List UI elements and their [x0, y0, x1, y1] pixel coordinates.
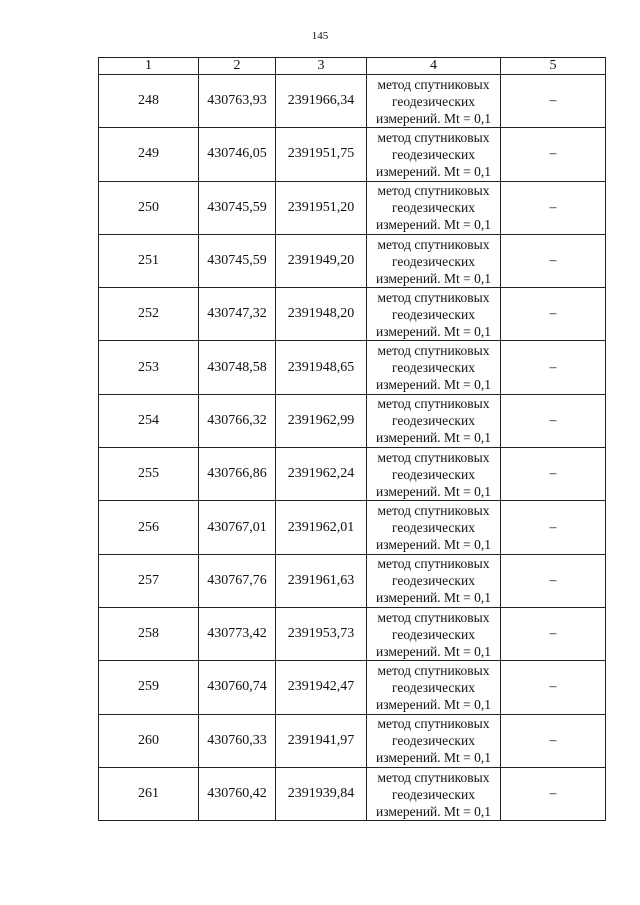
y-coordinate-cell: 2391962,01	[276, 501, 367, 554]
method-line-2: геодезических	[392, 733, 475, 749]
point-number-cell: 254	[99, 394, 199, 447]
column-header-1: 1	[99, 58, 199, 75]
col5-cell: –	[501, 767, 606, 820]
x-coordinate-cell: 430767,01	[199, 501, 276, 554]
method-line-1: метод спутниковых	[377, 396, 490, 412]
point-number-cell: 251	[99, 234, 199, 287]
table-row	[99, 181, 606, 234]
x-coordinate-cell: 430745,59	[199, 181, 276, 234]
method-line-2: геодезических	[392, 200, 475, 216]
method-line-1: метод спутниковых	[377, 556, 490, 572]
method-line-1: метод спутниковых	[377, 129, 490, 145]
method-cell	[367, 75, 501, 128]
point-number-cell: 248	[99, 75, 199, 128]
point-number-cell: 252	[99, 288, 199, 341]
x-coordinate-cell: 430767,76	[199, 554, 276, 607]
col5-cell: –	[501, 288, 606, 341]
method-line-2: геодезических	[392, 306, 475, 322]
y-coordinate-cell: 2391961,63	[276, 554, 367, 607]
col5-cell: –	[501, 75, 606, 128]
col5-cell: –	[501, 448, 606, 501]
method-line-3: измерений. Mt = 0,1	[375, 430, 492, 446]
x-coordinate-cell: 430747,32	[199, 288, 276, 341]
point-number-cell: 257	[99, 554, 199, 607]
header-row	[99, 58, 606, 75]
method-line-3: измерений. Mt = 0,1	[375, 643, 492, 659]
col5-cell: –	[501, 394, 606, 447]
method-line-3: измерений. Mt = 0,1	[375, 483, 492, 499]
method-line-1: метод спутниковых	[377, 289, 490, 305]
x-coordinate-cell: 430748,58	[199, 341, 276, 394]
y-coordinate-cell: 2391951,75	[276, 128, 367, 181]
table-row	[99, 554, 606, 607]
table-row	[99, 234, 606, 287]
column-header-2: 2	[199, 58, 276, 75]
x-coordinate-cell: 430745,59	[199, 234, 276, 287]
x-coordinate-cell: 430760,42	[199, 767, 276, 820]
table-row	[99, 75, 606, 128]
method-cell	[367, 714, 501, 767]
y-coordinate-cell: 2391949,20	[276, 234, 367, 287]
method-cell	[367, 661, 501, 714]
method-line-3: измерений. Mt = 0,1	[375, 803, 492, 819]
point-number-cell: 249	[99, 128, 199, 181]
table-row	[99, 767, 606, 820]
point-number-cell: 250	[99, 181, 199, 234]
col5-cell: –	[501, 714, 606, 767]
method-cell	[367, 394, 501, 447]
method-line-1: метод спутниковых	[377, 236, 490, 252]
y-coordinate-cell: 2391939,84	[276, 767, 367, 820]
x-coordinate-cell: 430766,32	[199, 394, 276, 447]
point-number-cell: 255	[99, 448, 199, 501]
method-line-2: геодезических	[392, 626, 475, 642]
method-line-1: метод спутниковых	[377, 503, 490, 519]
y-coordinate-cell: 2391951,20	[276, 181, 367, 234]
method-cell	[367, 128, 501, 181]
y-coordinate-cell: 2391941,97	[276, 714, 367, 767]
method-line-3: измерений. Mt = 0,1	[375, 163, 492, 179]
y-coordinate-cell: 2391966,34	[276, 75, 367, 128]
method-line-3: измерений. Mt = 0,1	[375, 217, 492, 233]
coordinates-table	[98, 57, 606, 821]
method-cell	[367, 181, 501, 234]
method-line-1: метод спутниковых	[377, 183, 490, 199]
page-number: 145	[311, 30, 329, 42]
method-cell	[367, 288, 501, 341]
point-number-cell: 260	[99, 714, 199, 767]
point-number-cell: 258	[99, 607, 199, 660]
y-coordinate-cell: 2391962,99	[276, 394, 367, 447]
method-line-2: геодезических	[392, 466, 475, 482]
method-line-3: измерений. Mt = 0,1	[375, 590, 492, 606]
col5-cell: –	[501, 554, 606, 607]
table-row	[99, 394, 606, 447]
col5-cell: –	[501, 234, 606, 287]
method-cell	[367, 607, 501, 660]
col5-cell: –	[501, 181, 606, 234]
table-row	[99, 501, 606, 554]
method-line-2: геодезических	[392, 253, 475, 269]
x-coordinate-cell: 430766,86	[199, 448, 276, 501]
method-cell	[367, 448, 501, 501]
y-coordinate-cell: 2391948,65	[276, 341, 367, 394]
method-line-2: геодезических	[392, 573, 475, 589]
method-line-3: измерений. Mt = 0,1	[375, 696, 492, 712]
method-line-2: геодезических	[392, 93, 475, 109]
table-row	[99, 341, 606, 394]
x-coordinate-cell: 430760,74	[199, 661, 276, 714]
point-number-cell: 256	[99, 501, 199, 554]
column-header-5: 5	[501, 58, 606, 75]
method-cell	[367, 767, 501, 820]
method-line-2: геодезических	[392, 786, 475, 802]
method-line-2: геодезических	[392, 520, 475, 536]
table-row	[99, 607, 606, 660]
method-cell	[367, 554, 501, 607]
x-coordinate-cell: 430746,05	[199, 128, 276, 181]
x-coordinate-cell: 430773,42	[199, 607, 276, 660]
table-row	[99, 448, 606, 501]
method-cell	[367, 234, 501, 287]
col5-cell: –	[501, 341, 606, 394]
method-line-3: измерений. Mt = 0,1	[375, 377, 492, 393]
col5-cell: –	[501, 501, 606, 554]
x-coordinate-cell: 430763,93	[199, 75, 276, 128]
method-line-3: измерений. Mt = 0,1	[375, 323, 492, 339]
method-line-3: измерений. Mt = 0,1	[375, 270, 492, 286]
table-row	[99, 288, 606, 341]
method-line-3: измерений. Mt = 0,1	[375, 110, 492, 126]
x-coordinate-cell: 430760,33	[199, 714, 276, 767]
col5-cell: –	[501, 128, 606, 181]
y-coordinate-cell: 2391953,73	[276, 607, 367, 660]
method-line-1: метод спутниковых	[377, 609, 490, 625]
point-number-cell: 253	[99, 341, 199, 394]
method-line-1: метод спутниковых	[377, 76, 490, 92]
method-line-1: метод спутниковых	[377, 449, 490, 465]
table-row	[99, 714, 606, 767]
table-row	[99, 128, 606, 181]
method-line-1: метод спутниковых	[377, 662, 490, 678]
method-line-2: геодезических	[392, 360, 475, 376]
col5-cell: –	[501, 607, 606, 660]
table-body	[99, 75, 606, 821]
method-line-1: метод спутниковых	[377, 343, 490, 359]
method-line-1: метод спутниковых	[377, 716, 490, 732]
method-cell	[367, 501, 501, 554]
point-number-cell: 259	[99, 661, 199, 714]
method-line-2: геодезических	[392, 679, 475, 695]
y-coordinate-cell: 2391942,47	[276, 661, 367, 714]
y-coordinate-cell: 2391962,24	[276, 448, 367, 501]
method-line-1: метод спутниковых	[377, 769, 490, 785]
y-coordinate-cell: 2391948,20	[276, 288, 367, 341]
method-line-2: геодезических	[392, 413, 475, 429]
col5-cell: –	[501, 661, 606, 714]
method-line-3: измерений. Mt = 0,1	[375, 537, 492, 553]
column-header-3: 3	[276, 58, 367, 75]
method-cell	[367, 341, 501, 394]
column-header-4: 4	[367, 58, 501, 75]
method-line-3: измерений. Mt = 0,1	[375, 750, 492, 766]
point-number-cell: 261	[99, 767, 199, 820]
method-line-2: геодезических	[392, 146, 475, 162]
table-row	[99, 661, 606, 714]
